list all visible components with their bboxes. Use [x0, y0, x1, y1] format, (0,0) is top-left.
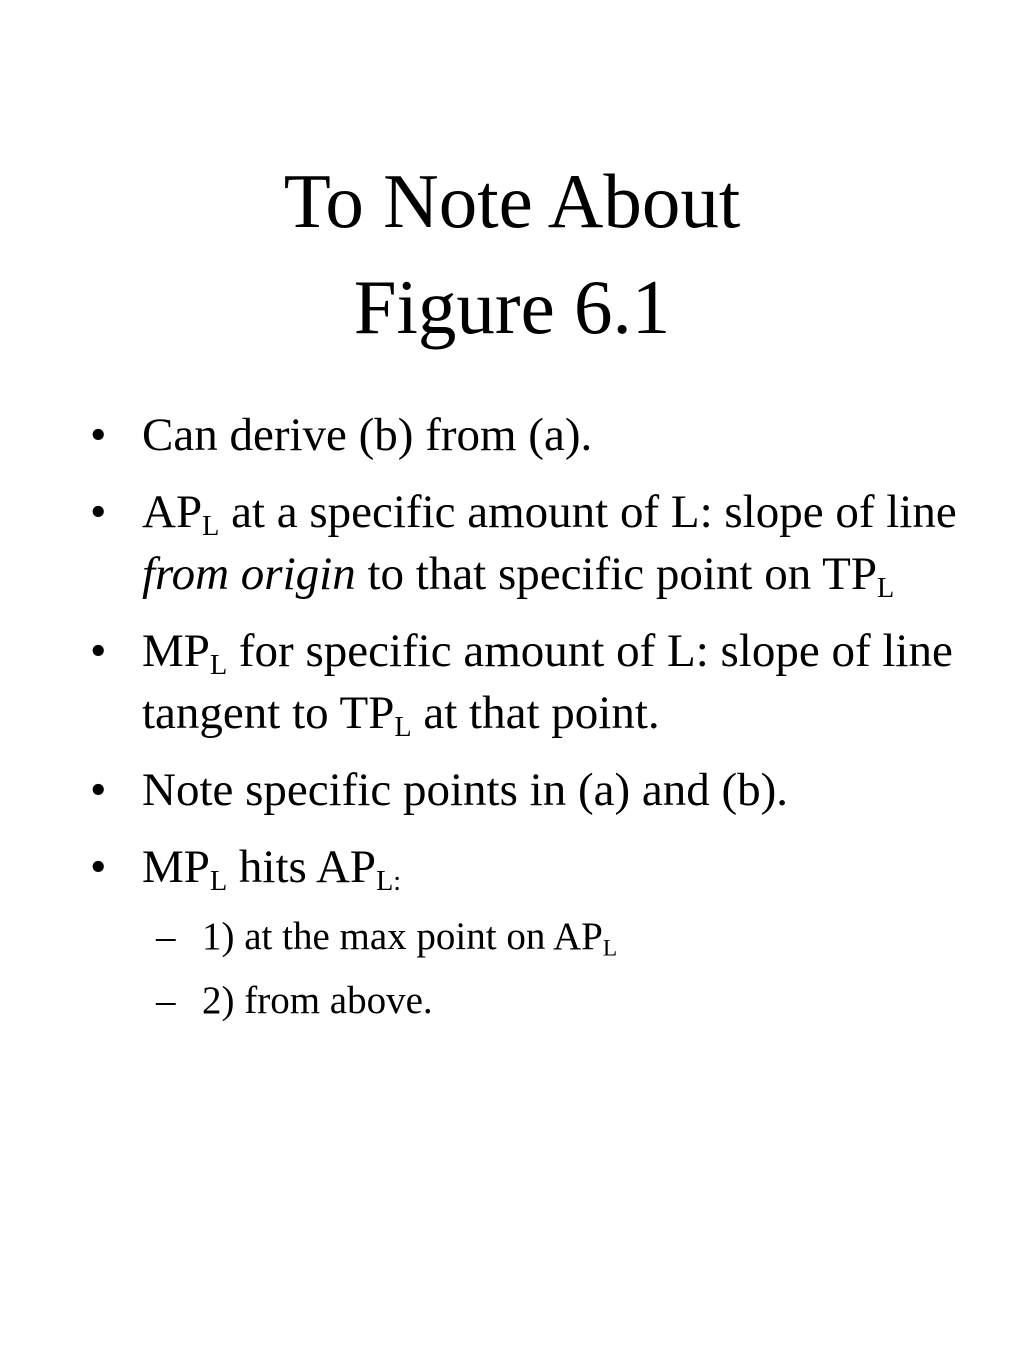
- slide-title: [0, 148, 1024, 360]
- sub-bullet-item-2: [142, 976, 984, 1026]
- bullet-item-2: [0, 481, 1024, 605]
- sub-bullet-text: 1) at the max point on AP: [202, 915, 603, 958]
- bullet-dot: •: [90, 486, 107, 538]
- bullet-item-5: [0, 836, 1024, 1026]
- sub-bullet-list: [142, 912, 984, 1026]
- bullet-text-part: at a specific amount of L: slope of line: [219, 486, 957, 538]
- subscript: L: [877, 572, 895, 604]
- title-line-2: Figure 6.1: [353, 264, 671, 350]
- italic-emphasis: from origin: [142, 548, 356, 600]
- sub-bullet-text: 2) from above.: [202, 979, 433, 1022]
- sub-bullet-item-1: [142, 912, 984, 962]
- bullet-item-3: [0, 620, 1024, 744]
- dash-mark: –: [156, 979, 176, 1022]
- subscript: L: [209, 649, 228, 681]
- bullet-list: [0, 404, 1024, 1041]
- dash-mark: –: [156, 915, 176, 958]
- bullet-text-part: AP: [142, 486, 203, 538]
- subscript: L:: [376, 865, 402, 897]
- subscript: L: [202, 510, 220, 542]
- bullet-dot: •: [90, 841, 107, 893]
- bullet-text-part: at that point.: [411, 687, 660, 739]
- bullet-text-part: MP: [142, 625, 210, 677]
- bullet-text-part: to that specific point on TP: [355, 548, 877, 600]
- bullet-text-part: for specific amount of L: slope of line tangent to TP: [142, 625, 953, 739]
- title-line-1: To Note About: [283, 158, 741, 244]
- subscript: L: [394, 711, 412, 743]
- bullet-text: Can derive (b) from (a).: [142, 409, 593, 461]
- bullet-item-1: [0, 404, 1024, 466]
- bullet-text-part: MP: [142, 841, 210, 893]
- subscript: L: [602, 935, 618, 962]
- subscript: L: [209, 865, 228, 897]
- bullet-text: Note specific points in (a) and (b).: [142, 764, 789, 816]
- bullet-item-4: [0, 759, 1024, 821]
- bullet-text-part: hits AP: [227, 841, 377, 893]
- bullet-dot: •: [90, 764, 107, 816]
- bullet-dot: •: [90, 625, 107, 677]
- bullet-dot: •: [90, 409, 107, 461]
